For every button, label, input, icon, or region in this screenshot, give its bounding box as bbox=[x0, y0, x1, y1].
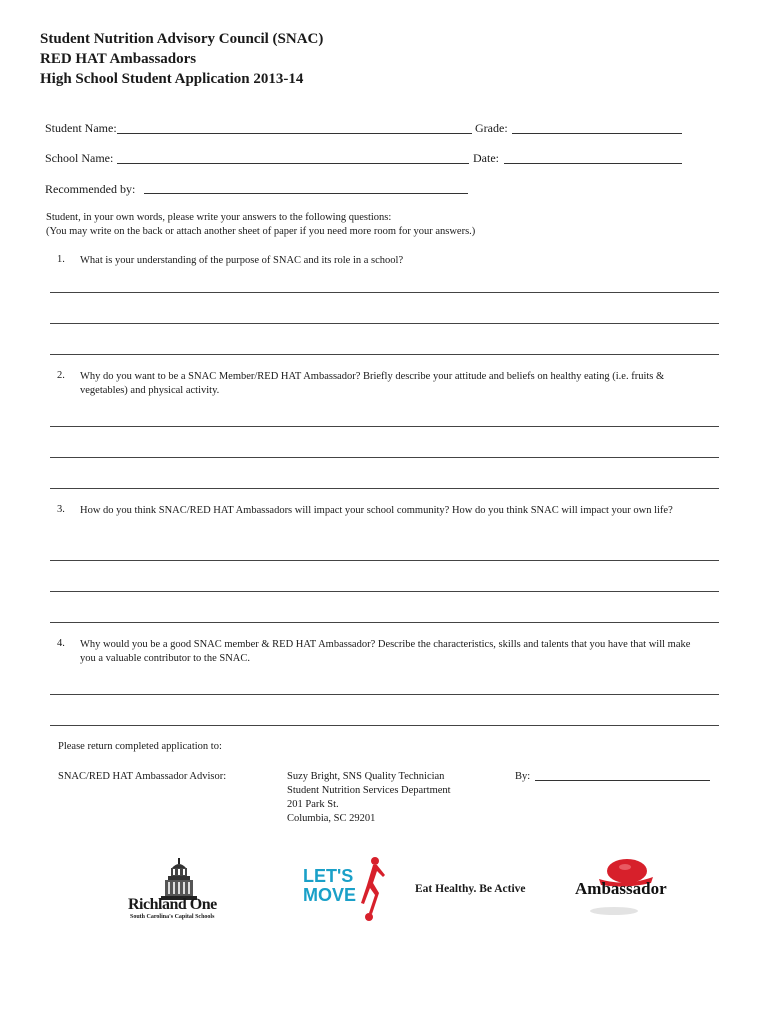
answer-4-line-2[interactable] bbox=[50, 725, 719, 726]
richland-one-tagline: South Carolina's Capital Schools bbox=[130, 914, 215, 920]
question-4-text: Why would you be a good SNAC member & RED HAT Ambassador? Describe the characteristics, skills and talents that you have that will make you a valuable contributor to the SNAC. bbox=[80, 639, 691, 664]
title-line-1: Student Nutrition Advisory Council (SNAC) bbox=[40, 31, 324, 47]
return-address bbox=[287, 770, 451, 826]
question-1-number: 1. bbox=[57, 254, 65, 265]
title-line-2: RED HAT Ambassadors bbox=[40, 51, 197, 67]
answer-2-line-2[interactable] bbox=[50, 457, 719, 458]
by-label: By: bbox=[515, 771, 531, 782]
lets-move-line-2: MOVE bbox=[303, 885, 357, 905]
grade-field[interactable] bbox=[512, 133, 682, 134]
answer-2-line-1[interactable] bbox=[50, 426, 719, 427]
ambassador-shadow bbox=[590, 907, 638, 915]
date-label: Date: bbox=[473, 151, 499, 165]
address-line-4: Columbia, SC 29201 bbox=[287, 813, 376, 824]
instructions-line-1: Student, in your own words, please write your answers to the following questions: bbox=[46, 212, 392, 223]
question-4-number: 4. bbox=[57, 638, 65, 649]
answer-3-line-1[interactable] bbox=[50, 560, 719, 561]
school-name-field[interactable] bbox=[117, 163, 469, 164]
answer-1-line-2[interactable] bbox=[50, 323, 719, 324]
lets-move-logo bbox=[303, 855, 393, 925]
instructions-line-2: (You may write on the back or attach another sheet of paper if you need more room for your answers.) bbox=[46, 226, 476, 237]
answer-1-line-3[interactable] bbox=[50, 354, 719, 355]
richland-one-logo bbox=[128, 856, 238, 926]
answer-4-line-1[interactable] bbox=[50, 694, 719, 695]
richland-one-name: Richland One bbox=[128, 896, 217, 913]
lets-move-line-1: LET'S bbox=[303, 866, 354, 886]
school-name-label: School Name: bbox=[45, 151, 114, 165]
address-line-2: Student Nutrition Services Department bbox=[287, 785, 451, 796]
recommended-by-field[interactable] bbox=[144, 193, 468, 194]
running-figure-icon bbox=[355, 855, 385, 925]
question-2-number: 2. bbox=[57, 370, 65, 381]
question-2-text: Why do you want to be a SNAC Member/RED HAT Ambassador? Briefly describe your attitude and beliefs on healthy eating (i.e. fruits & vegetables) and physical activity. bbox=[80, 371, 665, 396]
instructions bbox=[46, 211, 726, 239]
title-line-3: High School Student Application 2013-14 bbox=[40, 71, 304, 87]
question-1-text: What is your understanding of the purpose of SNAC and its role in a school? bbox=[80, 255, 404, 266]
advisor-label: SNAC/RED HAT Ambassador Advisor: bbox=[58, 771, 227, 782]
answer-3-line-2[interactable] bbox=[50, 591, 719, 592]
answer-1-line-1[interactable] bbox=[50, 292, 719, 293]
return-heading: Please return completed application to: bbox=[58, 741, 222, 752]
page-title bbox=[40, 29, 323, 89]
ambassador-logo bbox=[575, 855, 685, 925]
slogan: Eat Healthy. Be Active bbox=[415, 883, 526, 895]
question-3-text: How do you think SNAC/RED HAT Ambassadors will impact your school community? How do you think SNAC will impact your own life? bbox=[80, 505, 673, 516]
address-line-1: Suzy Bright, SNS Quality Technician bbox=[287, 771, 445, 782]
student-name-label: Student Name: bbox=[45, 121, 117, 135]
recommended-by-label: Recommended by: bbox=[45, 182, 136, 196]
answer-3-line-3[interactable] bbox=[50, 622, 719, 623]
answer-2-line-3[interactable] bbox=[50, 488, 719, 489]
address-line-3: 201 Park St. bbox=[287, 799, 339, 810]
ambassador-text: Ambassador bbox=[575, 879, 667, 898]
question-3-number: 3. bbox=[57, 504, 65, 515]
student-name-field[interactable] bbox=[117, 133, 472, 134]
date-field[interactable] bbox=[504, 163, 682, 164]
by-signature-field[interactable] bbox=[535, 780, 710, 781]
grade-label: Grade: bbox=[475, 121, 508, 135]
